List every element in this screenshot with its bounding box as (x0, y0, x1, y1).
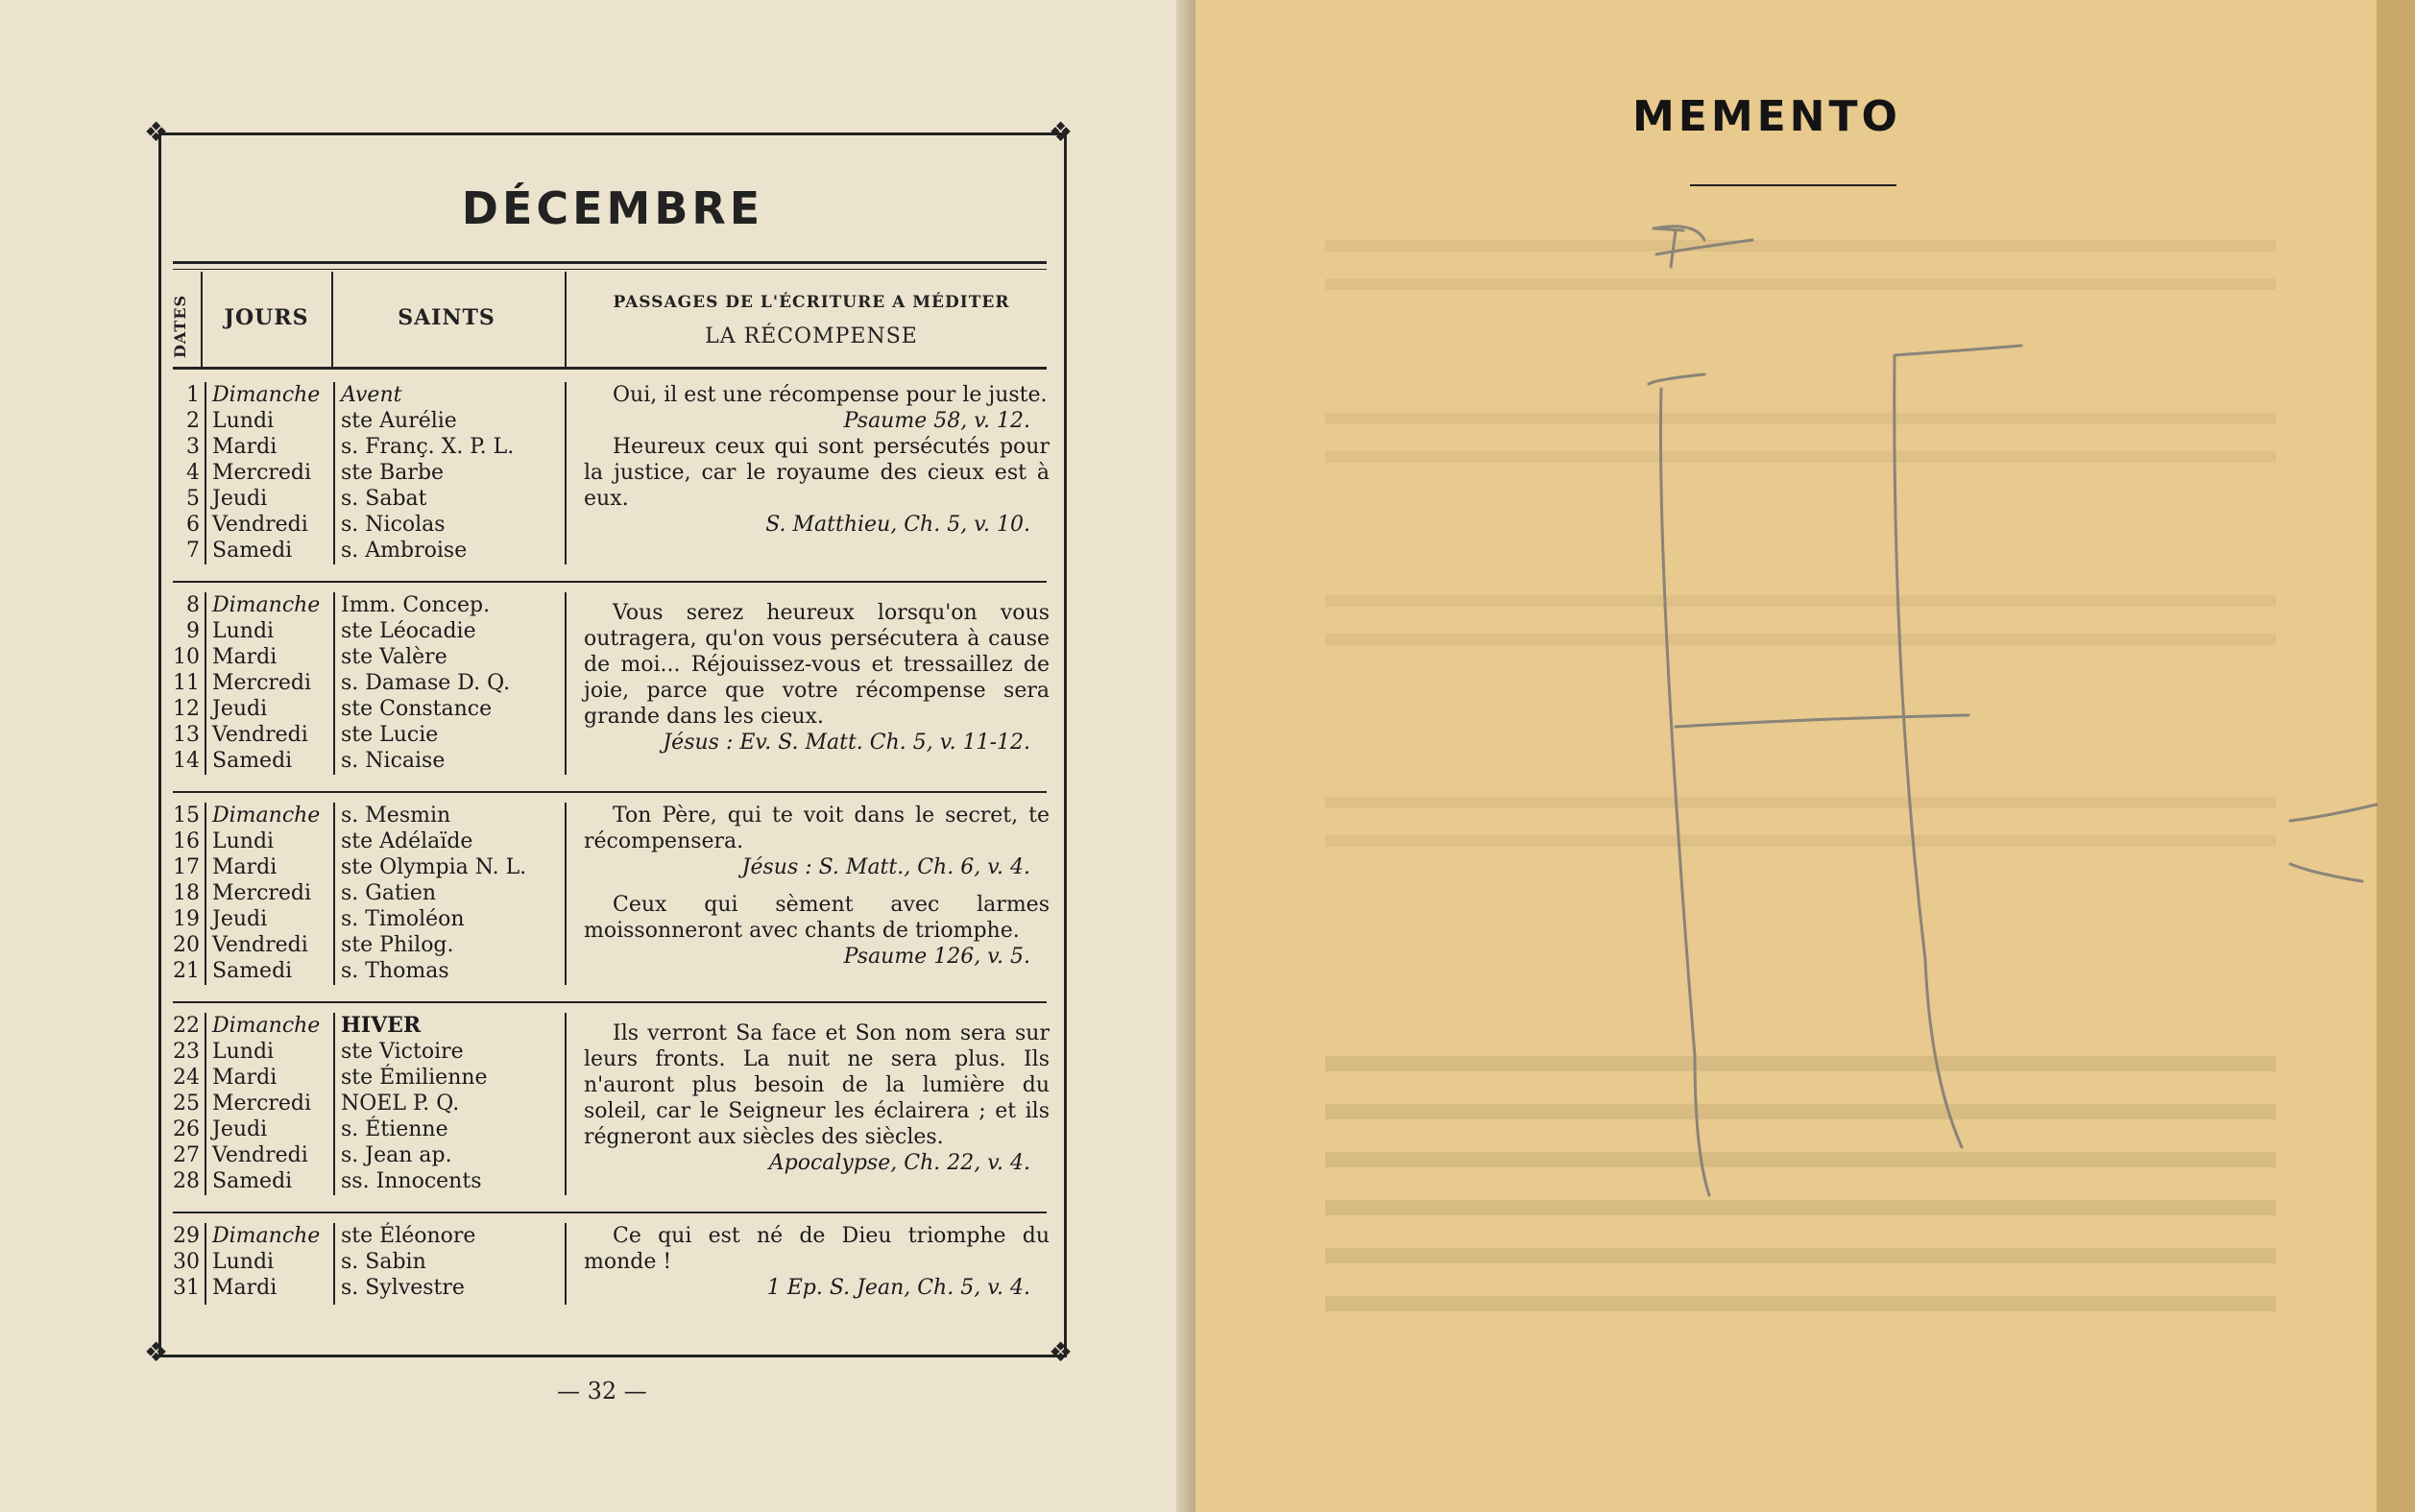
scripture-passage: Oui, il est une récompense pour le juste. Psaume 58, v. 12. Heureux ceux qui sont persécutés pour la justice, car le royaume des cieux est à eux. S. Matthieu, Ch. 5, v. 10. (584, 383, 1050, 537)
page-number: — 32 — (557, 1378, 647, 1404)
corner-ornament-icon: ❖ (1049, 116, 1074, 148)
day-rule (333, 382, 335, 564)
pencil-stroke (1660, 389, 1709, 1195)
saint-column: s. Mesmin ste Adélaïde ste Olympia N. L. s. Gatien s. Timoléon ste Philog. s. Thomas (341, 804, 527, 983)
scripture-passage: Vous serez heureux lorsqu'on vous outragera, qu'on vous persécutera à cause de moi... Réjouissez-vous et tressaillez de joie, parce que votre récompense sera grande dans les cieux. Jésus : Ev. S. Matt. Ch. 5, v. 11-12. (584, 601, 1050, 755)
col-divider (331, 272, 333, 368)
header-rule-bottom (173, 367, 1047, 370)
memento-title: MEMENTO (1632, 92, 1901, 141)
saint-rule (565, 1013, 567, 1195)
pencil-stroke (1671, 230, 1676, 267)
pencil-stroke (1656, 240, 1752, 254)
corner-ornament-icon: ❖ (144, 116, 169, 148)
saint-column: Imm. Concep. ste Léocadie ste Valère s. Damase D. Q. ste Constance ste Lucie s. Nicaise (341, 593, 511, 773)
day-rule (333, 592, 335, 775)
pencil-stroke (1654, 227, 1704, 240)
pencil-stroke (1676, 715, 1968, 727)
day-column: Dimanche Lundi Mardi Mercredi Jeudi Vendredi Samedi (212, 593, 321, 773)
scripture-passage: Ton Père, qui te voit dans le secret, te récompensera. Jésus : S. Matt., Ch. 6, v. 4. Ceux qui sèment avec larmes moissonneront avec chants de triomphe. Psaume 126, v. 5. (584, 804, 1050, 969)
saint-rule (565, 803, 567, 985)
date-column: 22 23 24 25 26 27 28 (173, 1014, 200, 1193)
date-column: 8 9 10 11 12 13 14 (173, 593, 200, 773)
pencil-stroke (2290, 864, 2362, 881)
scripture-passage: Ils verront Sa face et Son nom sera sur leurs fronts. La nuit ne sera plus. Ils n'auront plus besoin de la lumière du soleil, car le Seigneur les éclairera ; et ils régneront aux siècles des siècles. Apocalypse, Ch. 22, v. 4. (584, 1021, 1050, 1175)
week-divider (173, 1212, 1047, 1213)
date-rule (205, 1013, 206, 1195)
pencil-stroke (1649, 374, 1704, 384)
header-passages: PASSAGES DE L'ÉCRITURE A MÉDITER (613, 293, 1010, 312)
date-rule (205, 382, 206, 564)
saint-rule (565, 592, 567, 775)
month-title: DÉCEMBRE (461, 182, 764, 234)
day-column: Dimanche Lundi Mardi Mercredi Jeudi Vendredi Samedi (212, 1014, 321, 1193)
header-rule-top-thin (173, 269, 1047, 270)
day-column: Dimanche Lundi Mardi (212, 1224, 321, 1300)
week-divider (173, 581, 1047, 583)
header-theme: LA RÉCOMPENSE (705, 324, 918, 348)
day-column: Dimanche Lundi Mardi Mercredi Jeudi Vendredi Samedi (212, 383, 321, 563)
date-rule (205, 803, 206, 985)
header-saints: SAINTS (398, 305, 495, 330)
col-divider (201, 272, 203, 368)
pencil-stroke (1895, 346, 2021, 355)
header-jours: JOURS (224, 305, 309, 330)
week-divider (173, 791, 1047, 793)
header-rule-top (173, 261, 1047, 264)
col-divider (565, 272, 567, 368)
date-column: 1 2 3 4 5 6 7 (186, 383, 200, 563)
date-rule (205, 592, 206, 775)
pencil-stroke (1895, 355, 1962, 1147)
date-column: 29 30 31 (173, 1224, 200, 1300)
saint-rule (565, 1223, 567, 1305)
pencil-marks (1195, 0, 2415, 1512)
saint-column: Avent ste Aurélie s. Franç. X. P. L. ste Barbe s. Sabat s. Nicolas s. Ambroise (341, 383, 515, 563)
date-rule (205, 1223, 206, 1305)
corner-ornament-icon: ❖ (144, 1336, 169, 1368)
saint-column: HIVER ste Victoire ste Émilienne NOEL P. Q. s. Étienne s. Jean ap. ss. Innocents (341, 1013, 488, 1193)
pencil-stroke (2290, 804, 2377, 821)
day-rule (333, 1013, 335, 1195)
saint-rule (565, 382, 567, 564)
saint-column: ste Éléonore s. Sabin s. Sylvestre (341, 1224, 476, 1300)
day-rule (333, 1223, 335, 1305)
scripture-passage: Ce qui est né de Dieu triomphe du monde ! 1 Ep. S. Jean, Ch. 5, v. 4. (584, 1224, 1050, 1300)
date-column: 15 16 17 18 19 20 21 (173, 804, 200, 983)
header-dates: DATES (171, 294, 189, 359)
corner-ornament-icon: ❖ (1049, 1336, 1074, 1368)
day-column: Dimanche Lundi Mardi Mercredi Jeudi Vendredi Samedi (212, 804, 321, 983)
week-divider (173, 1001, 1047, 1003)
day-rule (333, 803, 335, 985)
